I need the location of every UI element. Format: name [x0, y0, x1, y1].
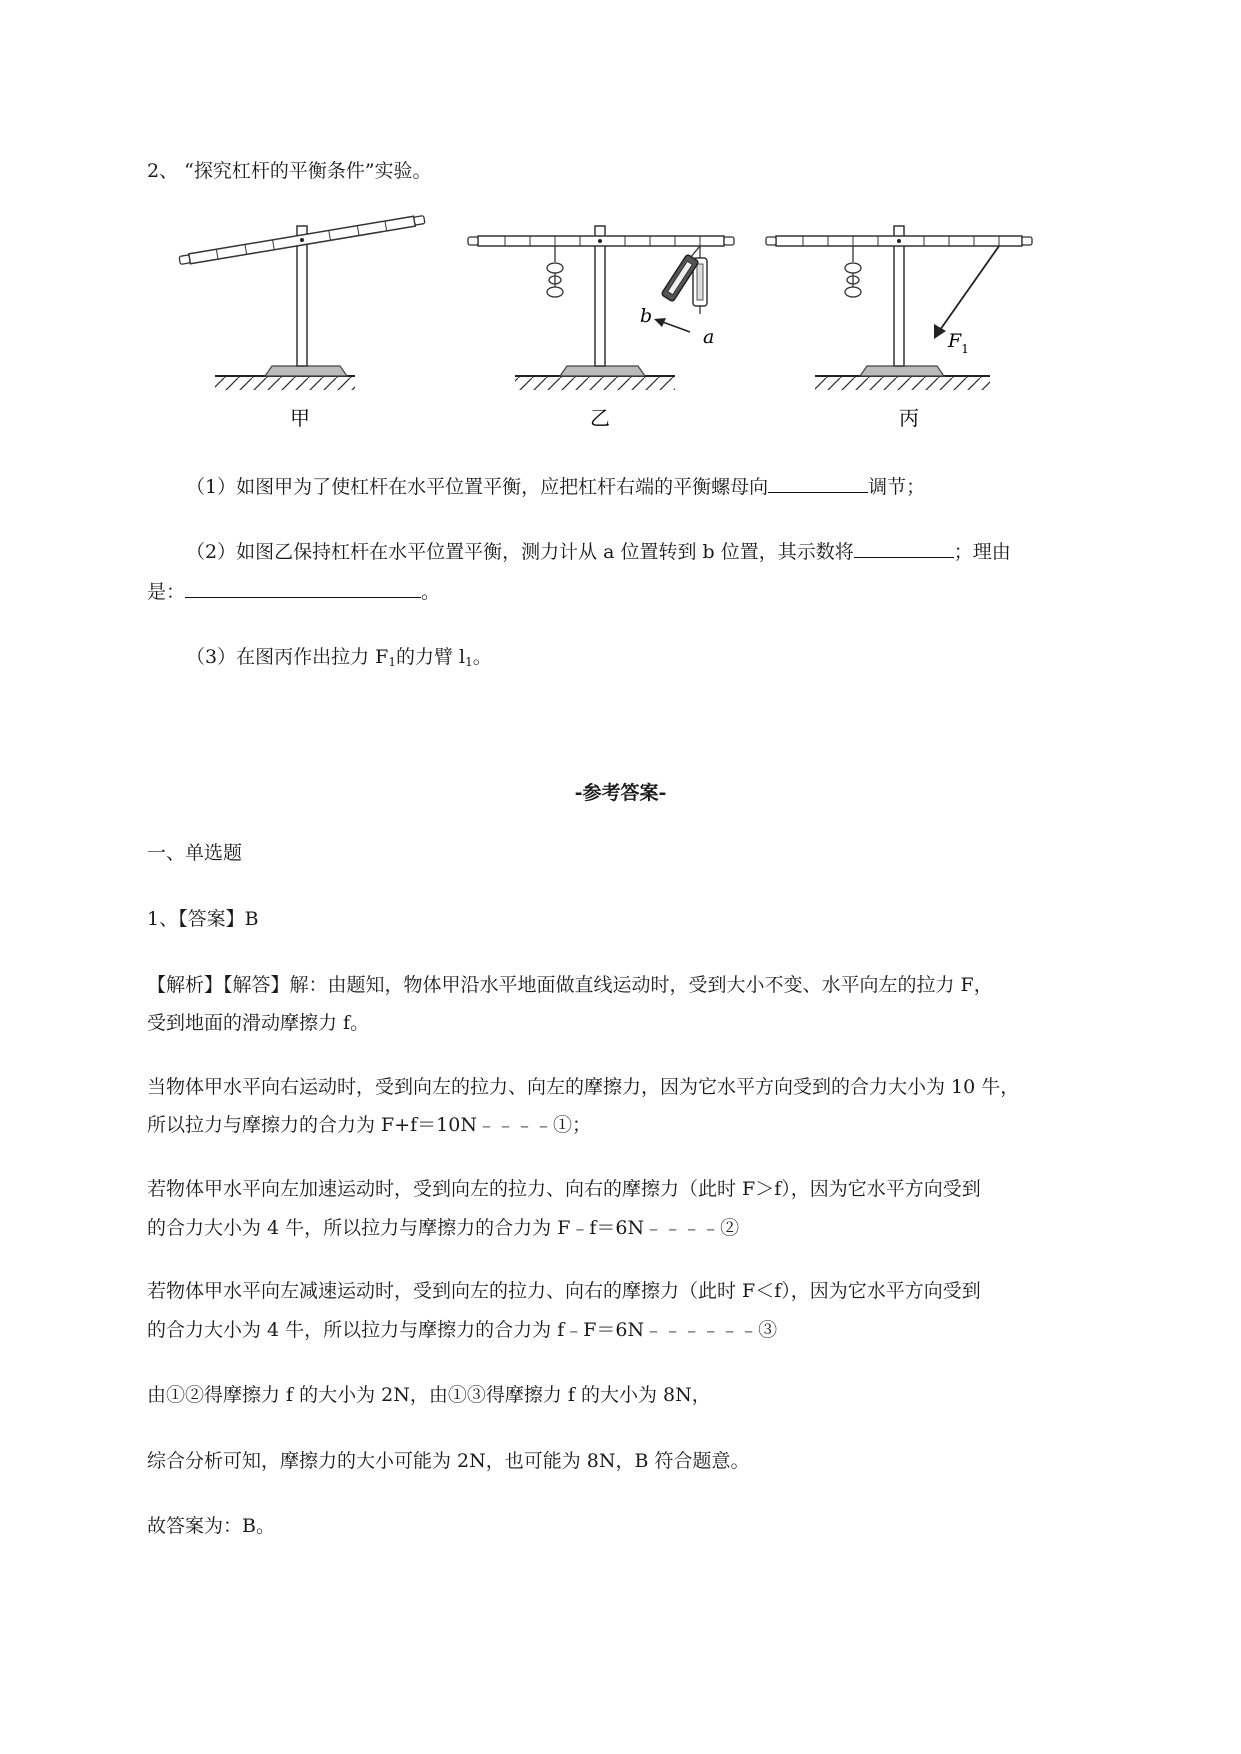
paragraph-3-line-2: 的合力大小为 4 牛，所以拉力与摩擦力的合力为 f﹣F＝6N﹣﹣﹣﹣﹣﹣③ [147, 1319, 778, 1341]
answer-blank-3[interactable] [185, 596, 421, 598]
paragraph-2-line-1: 若物体甲水平向左加速运动时，受到向左的拉力、向右的摩擦力（此时 F＞f），因为它水平方向受到 [147, 1178, 981, 1200]
label-bing: 丙 [899, 406, 919, 430]
answer-item-1: 1、【答案】B [147, 908, 259, 930]
label-f1: $F_1$ [948, 330, 969, 356]
paragraph-1-line-1: 当物体甲水平向右运动时，受到向左的拉力、向左的摩擦力，因为它水平方向受到的合力大小为 10 牛， [147, 1076, 1020, 1098]
figure-yi [468, 226, 734, 430]
question-3: （3）在图丙作出拉力 $F_1$的力臂 $l_1$。 [186, 646, 492, 669]
answer-title: -参考答案- [574, 782, 667, 804]
question-2-line-1: （2）如图乙保持杠杆在水平位置平衡，测力计从 a 位置转到 b 位置，其示数将 ；理由 [186, 541, 1011, 563]
answer-blank-1[interactable] [768, 491, 868, 493]
figure-bing [766, 226, 1032, 430]
analysis-line-2: 受到地面的滑动摩擦力 f。 [147, 1012, 370, 1034]
label-a: a [703, 326, 715, 348]
paragraph-4: 由①②得摩擦力 f 的大小为 2N，由①③得摩擦力 f 的大小为 8N， [147, 1384, 711, 1406]
lever-figure [0, 0, 1241, 440]
question-heading: 2、 “探究杠杆的平衡条件”实验。 [147, 160, 432, 182]
label-b: b [640, 305, 653, 327]
paragraph-1-line-2: 所以拉力与摩擦力的合力为 F+f＝10N﹣﹣﹣﹣①； [147, 1114, 591, 1136]
question-1: （1）如图甲为了使杠杆在水平位置平衡，应把杠杆右端的平衡螺母向 调节； [186, 476, 926, 498]
paragraph-5: 综合分析可知，摩擦力的大小可能为 2N，也可能为 8N，B 符合题意。 [147, 1450, 750, 1472]
section-heading: 一、单选题 [147, 842, 243, 864]
paragraph-3-line-1: 若物体甲水平向左减速运动时，受到向左的拉力、向右的摩擦力（此时 F＜f），因为它水平方向受到 [147, 1280, 981, 1302]
answer-blank-2[interactable] [854, 556, 954, 558]
question-2-line-2: 是： 。 [147, 581, 441, 603]
label-jia: 甲 [290, 406, 310, 430]
figure-jia [179, 215, 425, 430]
paragraph-2-line-2: 的合力大小为 4 牛，所以拉力与摩擦力的合力为 F﹣f＝6N﹣﹣﹣﹣② [147, 1217, 740, 1239]
label-yi: 乙 [590, 406, 610, 430]
paragraph-6: 故答案为：B。 [147, 1515, 275, 1537]
analysis-line-1: 【解析】【解答】解：由题知，物体甲沿水平地面做直线运动时，受到大小不变、水平向左的拉力 F， [147, 974, 993, 996]
